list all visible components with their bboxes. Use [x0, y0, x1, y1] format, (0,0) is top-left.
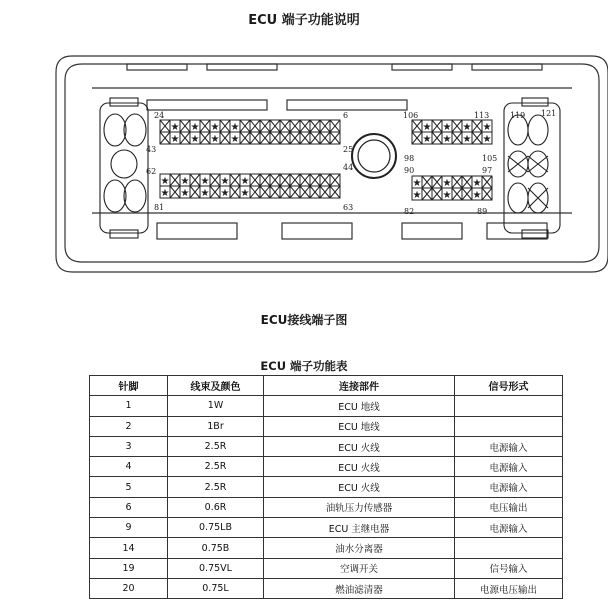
cell-component: ECU 地线 [264, 416, 455, 436]
header-wire-color: 线束及颜色 [168, 376, 264, 396]
svg-text:★: ★ [160, 176, 170, 187]
svg-text:★: ★ [230, 134, 240, 145]
cell-pin: 20 [90, 578, 168, 598]
pin-label: 121 [541, 109, 557, 118]
cell-signal-type: 电源输入 [455, 477, 563, 497]
cell-pin: 5 [90, 477, 168, 497]
svg-text:★: ★ [190, 122, 200, 133]
cell-pin: 4 [90, 457, 168, 477]
table-row [90, 518, 563, 538]
cell-wire-color: 0.75B [168, 538, 264, 558]
cell-component: ECU 火线 [264, 457, 455, 477]
pin-label: 62 [146, 167, 157, 176]
svg-text:★: ★ [442, 122, 452, 133]
svg-text:★: ★ [462, 122, 472, 133]
cell-component: ECU 地线 [264, 396, 455, 416]
svg-text:★: ★ [240, 176, 250, 187]
svg-text:★: ★ [170, 134, 180, 145]
cell-signal-type: 电源输入 [455, 436, 563, 456]
cell-component: ECU 火线 [264, 436, 455, 456]
cell-pin: 3 [90, 436, 168, 456]
table-row [90, 436, 563, 456]
table-row [90, 578, 563, 598]
diagram-caption: ECU接线端子图 [260, 313, 348, 327]
svg-text:★: ★ [412, 190, 422, 201]
pin-label: 81 [154, 203, 165, 212]
cell-signal-type [455, 538, 563, 558]
cell-pin: 9 [90, 518, 168, 538]
pin-label: 24 [154, 111, 165, 120]
cell-wire-color: 2.5R [168, 477, 264, 497]
cell-signal-type: 信号输入 [455, 558, 563, 578]
cell-wire-color: 0.6R [168, 497, 264, 517]
pin-label: 44 [343, 163, 354, 172]
cell-pin: 14 [90, 538, 168, 558]
svg-text:★: ★ [180, 188, 190, 199]
cell-signal-type: 电源输入 [455, 457, 563, 477]
svg-text:★: ★ [210, 134, 220, 145]
cell-wire-color: 0.75VL [168, 558, 264, 578]
svg-text:★: ★ [170, 122, 180, 133]
svg-text:★: ★ [200, 176, 210, 187]
svg-text:★: ★ [240, 188, 250, 199]
svg-text:★: ★ [482, 122, 492, 133]
pin-label: 105 [482, 154, 498, 163]
cell-wire-color: 0.75L [168, 578, 264, 598]
cell-signal-type: 电源电压输出 [455, 578, 563, 598]
svg-text:★: ★ [210, 122, 220, 133]
svg-text:★: ★ [442, 178, 452, 189]
pin-label: 43 [146, 145, 157, 154]
pin-label: 89 [477, 207, 488, 216]
pin-label: 63 [343, 203, 354, 212]
ecu-connector-diagram [52, 48, 608, 278]
table-row [90, 416, 563, 436]
pin-label: 113 [474, 111, 490, 120]
pin-function-table [89, 375, 563, 599]
svg-text:★: ★ [482, 134, 492, 145]
cell-component: ECU 火线 [264, 477, 455, 497]
pin-label: 119 [510, 111, 526, 120]
cell-signal-type [455, 396, 563, 416]
svg-text:★: ★ [220, 188, 230, 199]
cell-component: 油轨压力传感器 [264, 497, 455, 517]
pin-label: 82 [404, 207, 415, 216]
cell-component: 空调开关 [264, 558, 455, 578]
table-row [90, 457, 563, 477]
pin-label: 90 [404, 166, 415, 175]
cell-wire-color: 0.75LB [168, 518, 264, 538]
table-row [90, 477, 563, 497]
cell-wire-color: 2.5R [168, 436, 264, 456]
svg-text:★: ★ [190, 134, 200, 145]
svg-text:★: ★ [442, 134, 452, 145]
cell-pin: 6 [90, 497, 168, 517]
header-pin: 针脚 [90, 376, 168, 396]
table-row [90, 558, 563, 578]
cell-component: ECU 主继电器 [264, 518, 455, 538]
pin-label: 106 [403, 111, 419, 120]
svg-text:★: ★ [230, 122, 240, 133]
cell-signal-type [455, 416, 563, 436]
pin-label: 6 [343, 111, 349, 120]
table-title: ECU 端子功能表 [260, 359, 348, 373]
svg-text:★: ★ [422, 122, 432, 133]
pin-label: 97 [482, 166, 493, 175]
cell-signal-type: 电源输入 [455, 518, 563, 538]
cell-component: 油水分离器 [264, 538, 455, 558]
table-header-row [90, 376, 563, 396]
cell-wire-color: 2.5R [168, 457, 264, 477]
svg-text:★: ★ [200, 188, 210, 199]
svg-text:★: ★ [422, 134, 432, 145]
cell-component: 燃油滤清器 [264, 578, 455, 598]
svg-text:★: ★ [180, 176, 190, 187]
cell-wire-color: 1W [168, 396, 264, 416]
header-signal-type: 信号形式 [455, 376, 563, 396]
svg-text:★: ★ [472, 190, 482, 201]
cell-pin: 19 [90, 558, 168, 578]
svg-text:★: ★ [412, 178, 422, 189]
cell-pin: 1 [90, 396, 168, 416]
header-component: 连接部件 [264, 376, 455, 396]
svg-text:★: ★ [462, 134, 472, 145]
svg-text:★: ★ [220, 176, 230, 187]
table-row [90, 396, 563, 416]
cell-signal-type: 电压输出 [455, 497, 563, 517]
document-title: ECU 端子功能说明 [248, 13, 360, 28]
cell-wire-color: 1Br [168, 416, 264, 436]
pin-label: 98 [404, 154, 415, 163]
table-row [90, 497, 563, 517]
pin-label: 25 [343, 145, 354, 154]
table-row [90, 538, 563, 558]
cell-pin: 2 [90, 416, 168, 436]
svg-text:★: ★ [442, 190, 452, 201]
svg-text:★: ★ [472, 178, 482, 189]
svg-text:★: ★ [160, 188, 170, 199]
